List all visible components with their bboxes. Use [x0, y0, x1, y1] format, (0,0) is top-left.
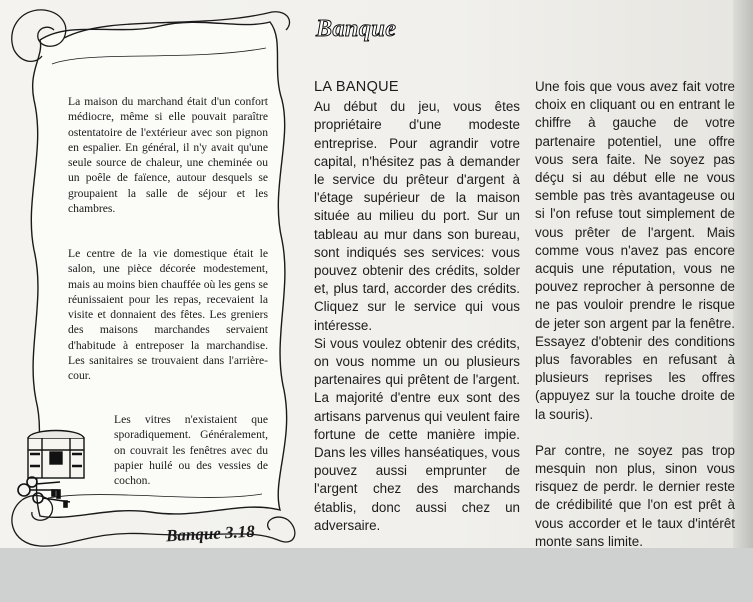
page-reference: Banque 3.18 [165, 521, 256, 546]
article-paragraph: Une fois que vous avez fait votre choix en cliquant ou en entrant le chiffre à gauche de votre partenaire potentiel, une offre vous sera faite. Ne soyez pas déçu si au début elle ne vous semble pas très avantageuse ou si l'on refuse tout simplement de vous prêter de l'argent. Mais comme vous n'avez pas encore acquis une réputation, vous ne pouvez reprocher à personne de ne pas vouloir prendre le risque de jeter son argent par la fenêtre. Essayez d'obtenir des conditions plus favorables en refusant à plusieurs reprises les offres (appuyez sur la touche droite de la souris). [535, 79, 735, 422]
treasure-chest-icon [12, 424, 112, 508]
article-column-right [535, 78, 735, 551]
scroll-paragraph-windows: Les vitres n'existaient que sporadiquement. Généralement, on couvrait les fenêtres avec du papier huilé ou des vessies de cochon. [114, 413, 268, 488]
article-paragraph: Au début du jeu, vous êtes propriétaire d'une modeste entreprise. Pour agrandir votre capital, n'hésitez pas à demander le service du prêteur d'argent à l'étage supérieur de la maison située au milieu du port. Sur un tableau au mur dans son bureau, sont indiqués ses services: vous pouvez obtenir des crédits, solder et, plus tard, accorder des crédits. Cliquez sur le service qui vous intéresse. [314, 99, 520, 333]
page-title: Banque [316, 16, 397, 42]
next-page-edge [733, 0, 753, 548]
article-heading: LA BANQUE [314, 79, 399, 95]
scroll-paragraph-house: La maison du marchand était d'un confort médiocre, même si elle pouvait paraître ostentatoire de l'extérieur avec son pignon en espalier. En général, il n'y avait qu'une seule source de chaleur, une cheminée ou un poêle de faïence, autour desquels se groupaient la salle de séjour et les chambres. [68, 95, 268, 216]
article-column-left [314, 78, 520, 535]
scroll-paragraph-salon: Le centre de la vie domestique était le salon, une pièce décorée modestement, mais au moins bien chauffée où les gens se réunissaient pour les repas, recevaient la visite et donnaient des fêtes. Les greniers des maisons marchandes servaient d'habitude à entreposer la marchandise. Les sanitaires se trouvaient dans l'arrière-cour. [68, 247, 268, 383]
paragraph-spacer [535, 424, 735, 442]
article-paragraph: Si vous voulez obtenir des crédits, on vous nomme un ou plusieurs partenaires qui prêtent de l'argent. La majorité d'entre eux sont des artisans parvenus qui veulent faire fortune de cette manière impie. Dans les villes hanséatiques, vous pouvez aussi emprunter de l'argent chez des marchands établis, donc aussi chez un adversaire. [314, 335, 520, 533]
article-paragraph: Par contre, ne soyez pas trop mesquin non plus, sinon vous risquez de perdr. le dernier reste de crédibilité que l'on est prêt à vous accorder et le taux d'intérêt monte sans limite. [535, 442, 735, 549]
